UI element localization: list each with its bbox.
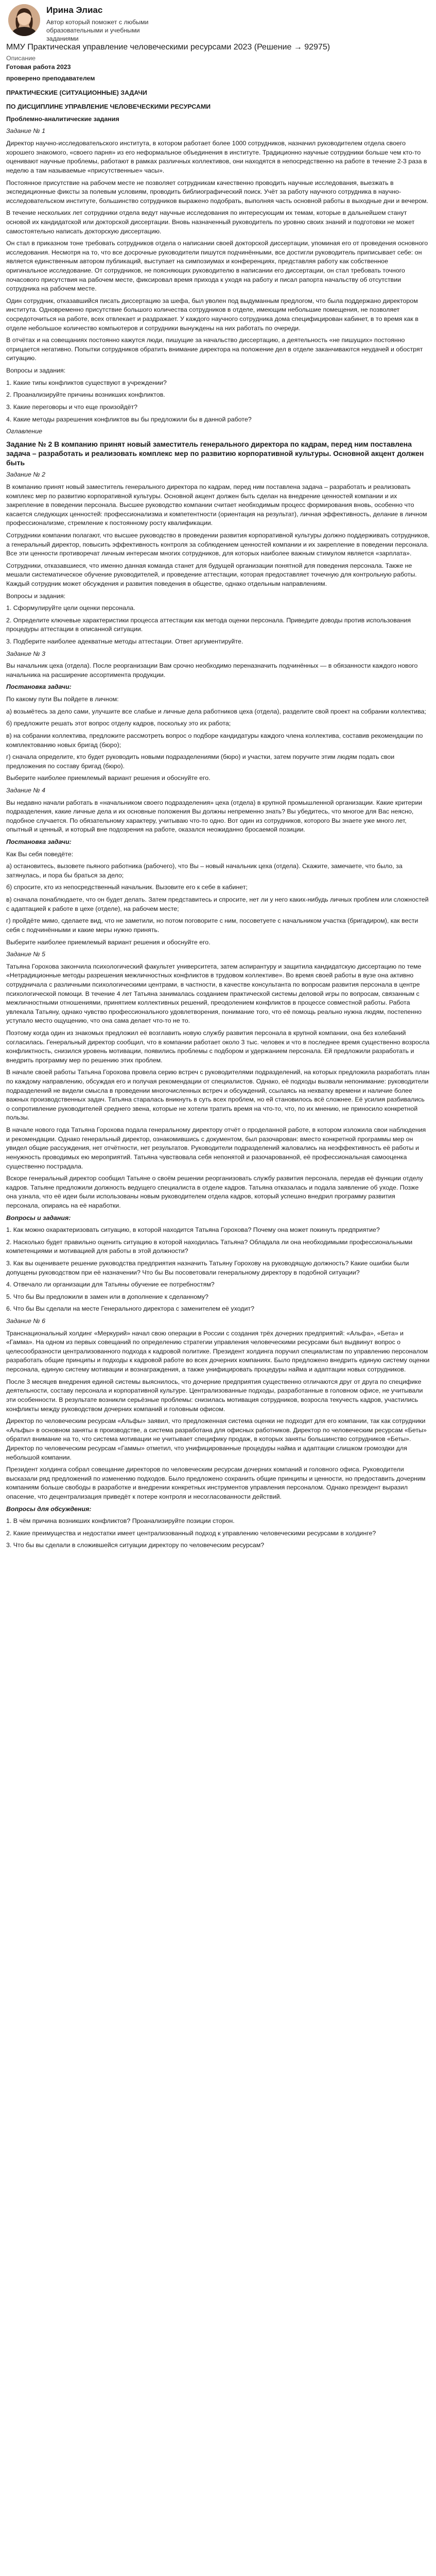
- paragraph: Вопросы и задания:: [6, 367, 66, 375]
- paragraph: Сотрудники, отказавшиеся, что именно данная команда станет для будущей организации понятной для поведения персонала. Также не мешали систематическое обучение руководителей, и проведение аттестации, которая предоставляет точечную для контрольную работы. Каждый сотрудник может обсуждения и развития поведения в обществе, однако отдельным направлениям.: [6, 562, 417, 587]
- paragraph: Татьяна Горохова закончила психологический факультет университета, затем аспирантуру и защитила кандидатскую диссертацию по теме «Нетрадиционные методы разрешения межличностных конфликтов в трудовом коллективе». Во время своей работы в вузе она активно сотрудничала с различными психологическими центрами, в частности, в качестве консультанта по вопросам развития персонала в центре психологической помощи. В течение 4 лет Татьяна занималась созданием практической системы деловой игры по вопросам, связанным с межличностными отношениями, принятием коллективных решений, преодолением конфликтов в процессе совместной работы. Работа увлекала Татьяну, однако чувство профессионального удовлетворения, понимание того, что её помощь реально нужна людям, постепенно уступало место ощущению, что она сама делает что-то не то.: [6, 962, 422, 1025]
- task-content: [6, 89, 430, 1550]
- paragraph: В отчётах и на совещаниях постоянно кажутся люди, пишущие за начальство диссертацию, а деятельность «не пишущих» постоянно отрицается негативно. Попытки сотрудников обратить внимание директора на положение дел в отделе заканчиваются неудачей и обострят ситуацию.: [6, 336, 423, 362]
- paragraph: Как Вы себя поведёте:: [6, 850, 74, 858]
- author-tagline: Автор который поможет с любыми образовательными и учебными заданиями: [46, 19, 149, 43]
- work-meta: [6, 54, 430, 83]
- paragraph: Вопросы и задания:: [6, 592, 66, 600]
- section-heading: Задание № 1: [6, 127, 46, 135]
- paragraph: Он стал в приказном тоне требовать сотрудников отдела о написании своей докторской диссертации, упоминая его от проведения основного исследования. Несмотря на то, что все досрочные руководители пишутся подчинёнными, все достигли руководитель приписывает себе: он является единственным автором публикаций, выступает на симпозиумах и конференциях, представляя работу как собственное оригинальное исследование. От сотрудников, не поясняющих руководителю в написании его диссертации, он стал требовать точного почасового присутствия на рабочем месте, фиксировал время прихода к уходя на работу и писал рапорта начальству об отсутствии сотрудника на рабочем месте.: [6, 240, 428, 293]
- section-heading: Задание № 2: [6, 471, 46, 479]
- paragraph: б) спросите, кто из непосредственный начальник. Вызовите его к себе в кабинет;: [6, 884, 248, 891]
- paragraph: 2. Насколько будет правильно оценить ситуацию в которой находилась Татьяна? Обладала ли она необходимыми профессиональными компетенциями и мотивацией для работы в этой должности?: [6, 1238, 413, 1255]
- paragraph: 2. Проанализируйте причины возникших конфликтов.: [6, 391, 165, 399]
- section-heading: Постановка задачи:: [6, 683, 72, 691]
- paragraph: Выберите наиболее приемлемый вариант решения и обоснуйте его.: [6, 938, 211, 946]
- paragraph: 3. Подберите наиболее адекватные методы аттестации. Ответ аргументируйте.: [6, 638, 243, 646]
- paragraph: Вскоре генеральный директор сообщил Татьяне о своём решении реорганизовать службу развития персонала, передав её функции отделу кадров. Татьяне предложили должность ведущего специалиста в отделе кадров. Татьяна отказалась и подала заявление об уходе. Позже она узнала, что её идеи были использованы новым руководителем отдела кадров, который успешно внедрил программу развития персонала, опираясь на её наработки.: [6, 1175, 423, 1209]
- paragraph: Вы начальник цеха (отдела). После реорганизации Вам срочно необходимо переназначить подчинённых — в обязанности каждого нового начальника на расширение ассортимента продукции.: [6, 662, 418, 679]
- section-heading: Задание № 4: [6, 786, 46, 794]
- paragraph: 4. Какие методы разрешения конфликтов вы бы предложили бы в данной работе?: [6, 415, 252, 423]
- author-avatar[interactable]: [8, 4, 40, 36]
- author-header: [6, 3, 430, 43]
- paragraph: Сотрудники компании полагают, что высшее руководство в проведении развития корпоративной культуры должно поддерживать сотрудников, а генеральный директор, повысить эффективность контроля за соблюдением ценностей компании и их закрепление в поведении персонала. Все эти ценности противоречат личным интересам многих сотрудников, для которых наиболее важным стимулом является «зарплата».: [6, 531, 430, 557]
- paragraph: Президент холдинга собрал совещание директоров по человеческим ресурсам дочерних компаний и головного офиса. Руководители высказали ряд предложений по изменению подходов. Было предложено сохранить общие принципы и ценности, но предоставить дочерним компаниям больше свободы в разработке и внедрении конкретных инструментов управления персоналом. Однако президент выразил опасение, что децентрализация приведёт к потере контроля и несогласованности действий.: [6, 1466, 426, 1501]
- section-heading: Задание № 3: [6, 650, 46, 657]
- paragraph: 5. Что бы Вы предложили в замен или в дополнение к сделанному?: [6, 1293, 208, 1300]
- paragraph: 3. Что бы вы сделали в сложившейся ситуации директору по человеческим ресурсам?: [6, 1541, 265, 1549]
- done-label: Готовая работа 2023: [6, 63, 71, 71]
- paragraph: Транснациональный холдинг «Меркурий» начал свою операции в России с создания трёх дочерних предприятий: «Альфа», «Бета» и «Гамма». На одном из первых совещаний по определению стратегии управления человеческими ресурсами был выдвинут вопрос о целесообразности централизованного подхода к кадровой политике. Президент холдинга поручил специалистам по управлению персоналом разработать общие принципы и подходы к кадровой работе во всех дочерних компаниях. Было предложено внедрить единую систему оценки персонала, единую систему мотивации и вознаграждения, а также унифицировать процедуры найма и адаптации новых сотрудников.: [6, 1329, 430, 1374]
- paragraph: 2. Какие преимущества и недостатки имеет централизованный подход к управлению человеческими ресурсами в холдинге?: [6, 1529, 376, 1537]
- paragraph: 1. Как можно охарактеризовать ситуацию, в которой находится Татьяна Горохова? Почему она может покинуть предприятие?: [6, 1226, 380, 1234]
- paragraph: 6. Что бы Вы сделали на месте Генерального директора с заменителем её уходит?: [6, 1305, 254, 1313]
- section-heading: ПО ДИСЦИПЛИНЕ УПРАВЛЕНИЕ ЧЕЛОВЕЧЕСКИМИ РЕСУРСАМИ: [6, 103, 211, 111]
- paragraph: Директор по человеческим ресурсам «Альфы» заявил, что предложенная система оценки не подходит для его компании, так как сотрудники «Альфы» в основном заняты в производстве, а система разработана для офисных работников. Директор по человеческим ресурсам «Беты» обратил внимание на то, что система мотивации не учитывает специфику продаж, в которых заняты большинство сотрудников «Беты». Директор по человеческим ресурсам «Гаммы» отметил, что унифицированные процедуры найма и адаптации слишком громоздки для небольшой компании.: [6, 1417, 427, 1461]
- paragraph: а) возьмётесь за дело сами, улучшите все слабые и личные дела работников цеха (отдела), разделите свой проект на собрании коллектива;: [6, 707, 426, 715]
- section-heading: ПРАКТИЧЕСКИЕ (СИТУАЦИОННЫЕ) ЗАДАЧИ: [6, 89, 147, 96]
- section-heading: Задание № 2 В компанию принят новый заместитель генерального директора по кадрам, перед ним поставлена задача – разработать и реализовать комплекс мер по развитию корпоративной культуры. Основной акцент должен быть: [6, 439, 424, 467]
- author-info: [46, 3, 165, 43]
- paragraph: В начале своей работы Татьяна Горохова провела серию встреч с руководителями подразделений, на которых предложила разработать план по каждому направлению, обсуждая его и получая рекомендации от специалистов. Однако, её подходы вызвали непонимание: руководители подразделений не видели смысла в проведении многочисленных встреч и обсуждений, ссылаясь на нехватку времени и наличие более важных производственных задач. Татьяна старалась вникнуть в суть всех проблем, но ей становилось всё сложнее. Её усилия разбивались о сопротивление руководителей среднего звена, которые не хотели тратить время на что-то, что, по их мнению, не приносило конкретной пользы.: [6, 1069, 430, 1122]
- section-heading: Вопросы для обсуждения:: [6, 1505, 92, 1513]
- paragraph: Поэтому когда один из знакомых предложил её возглавить новую службу развития персонала в крупной компании, она без колебаний согласилась. Генеральный директор сообщил, что в компании работает около 3 тыс. человек и что в последнее время существенно возросла конфликтность, снизился уровень мотивации, появились проблемы с подбором и удержанием персонала. Ей предложили разработать и внедрить программу мер по решению этих проблем.: [6, 1029, 430, 1064]
- paragraph: В течение нескольких лет сотрудники отдела ведут научные исследования по интересующим их темам, которые в дальнейшем станут основой их кандидатской или докторской диссертации. Вновь назначенный руководитель по уровню своих знаний и подготовки не может самостоятельно написать докторскую диссертацию.: [6, 209, 415, 235]
- paragraph: 3. Какие переговоры и что еще произойдёт?: [6, 403, 138, 411]
- section-heading: Задание № 6: [6, 1317, 46, 1325]
- paragraph: г) пройдёте мимо, сделаете вид, что не заметили, но потом поговорите с ним, посоветуете с начальником участка (бригадиром), как вести себя с подчинёнными и какие меры нужно принять.: [6, 917, 418, 934]
- paragraph: Вы недавно начали работать в «начальником своего подразделения» цеха (отдела) в крупной промышленной организации. Какие критерии подразделения, какие личные дела и их основные положения Вы должны непременно знать? Вы убедитесь, что многое для Вас неясно, подобное случается. По обязательному характеру, учитываю что-то одно. Вот один из сотрудников, которого Вы знаете уже много лет, опытный и ценный, и который вне подозрения на работе, оказался неожиданно бросаемой позиции.: [6, 799, 423, 834]
- paragraph: В начале нового года Татьяна Горохова подала генеральному директору отчёт о проделанной работе, в котором изложила свои наблюдения и рекомендации. Однако генеральный директор, ознакомившись с документом, был разочарован: вместо конкретной программы мер он увидел общие рассуждения, нет отчётности, нет результатов. Руководители подразделений жаловались на неэффективность её работы и ненужность проводимых ею мероприятий. Татьяна чувствовала себя непонятой и разочарованной, её профессиональная самооценка существенно пострадала.: [6, 1126, 426, 1170]
- section-heading: Постановка задачи:: [6, 838, 72, 846]
- author-name[interactable]: Ирина Элиас: [46, 5, 103, 15]
- paragraph: в) сначала понаблюдаете, что он будет делать. Затем представитесь и спросите, нет ли у него каких-нибудь личных проблем или сложностей с адаптацией к работе в цехе (отделе), на рабочем месте;: [6, 896, 429, 912]
- section-heading: Оглавление: [6, 428, 43, 435]
- paragraph: Один сотрудник, отказавшийся писать диссертацию за шефа, был уволен под выдуманным предлогом, что была поддержано директором института. Одновременно присутствие большого количества сотрудников в отделе, имеющим небольшие помещения, не позволяет сосредоточиться на работе, всех отвлекает и раздражает. У каждого научного сотрудника дома специфицирован кабинет, в то время как в отделе небольшое количество компьютеров и сотрудники вынуждены на них работать по очереди.: [6, 297, 418, 332]
- paragraph: Директор научно-исследовательского института, в котором работает более 1000 сотрудников, назначил руководителем отдела своего хорошего знакомого, «своего парня» из его неформальное объединения в институте. Традиционно научные сотрудники больше чем кто-то оценивают научные проблемы, работают в рамках различных коллективов, они находятся в непосредственно на работе в течение 2-3 раза в неделю а там называемые «присутственные» часы».: [6, 140, 427, 174]
- paragraph: Выберите наиболее приемлемый вариант решения и обоснуйте его.: [6, 774, 211, 782]
- paragraph: 1. В чём причина возникших конфликтов? Проанализируйте позиции сторон.: [6, 1517, 235, 1525]
- paragraph: 3. Как вы оцениваете решение руководства предприятия назначить Татьяну Горохову на руководящую должность? Какие ошибки были допущены руководством при её назначении? Что бы Вы посоветовали генеральному директору в подобной ситуации?: [6, 1260, 409, 1276]
- description-label: Описание: [6, 54, 36, 62]
- paragraph: б) предложите решать этот вопрос отделу кадров, поскольку это их работа;: [6, 720, 231, 727]
- avatar-photo-icon: [8, 4, 40, 36]
- section-heading: Вопросы и задания:: [6, 1214, 71, 1222]
- paragraph: 1. Какие типы конфликтов существуют в учреждении?: [6, 379, 167, 386]
- paragraph: После 3 месяцев внедрения единой системы выяснилось, что дочерние предприятия существенно отличаются друг от друга по специфике деятельности, составу персонала и корпоративной культуре. Централизованные подходы, разработанные в головном офисе, не учитывали эти особенности. В результате возникли серьёзные проблемы: снизилась мотивация сотрудников, возросла текучесть кадров, участились конфликты между руководством дочерних компаний и головным офисом.: [6, 1378, 423, 1413]
- work-title: ММУ Практическая управление человеческими ресурсами 2023 (Решение → 92975): [6, 43, 330, 52]
- paragraph: а) остановитесь, вызовете пьяного работника (рабочего), что Вы – новый начальник цеха (отдела). Скажите, замечаете, что было, за затянулась, и пора бы браться за дело;: [6, 862, 403, 879]
- checked-label: проверено преподавателем: [6, 75, 95, 82]
- paragraph: 4. Отвечало ли организации для Татьяны обучение ее потребностям?: [6, 1281, 215, 1289]
- paragraph: В компанию принят новый заместитель генерального директора по кадрам, перед ним поставлена задача – разработать и реализовать комплекс мер по развитию корпоративной культуры. Основной акцент должен быть сделан на внедрение ценностей компании и их закрепление в поведении персонала. Высшее руководство компании считает необходимым процесс формирования вновь, особенно что касается следующих ценностей: профессионализма и компетентности (ориентация на результат), личная эффективность, делание в личном профессионализме, стремление к постоянному росту квалификации.: [6, 483, 427, 527]
- paragraph: 2. Определите ключевые характеристики процесса аттестации как метода оценки персонала. Приведите доводы против использования процедуры аттестации в описанной ситуации.: [6, 616, 411, 633]
- section-heading: Проблемно-аналитические задания: [6, 115, 119, 123]
- section-heading: Задание № 5: [6, 951, 46, 958]
- paragraph: 1. Сформулируйте цели оценки персонала.: [6, 604, 135, 612]
- paragraph: г) сначала определите, кто будет руководить новыми подразделениями (бюро) и участки, затем поручите этим людям подать свои предложения по составу бригад (бюро).: [6, 753, 395, 770]
- paragraph: Постоянное присутствие на рабочем месте не позволяет сотрудникам качественно проводить научные исследования, выезжать в экспедиционные фиксты за полевым условиям, проводить библиографический поиск. Учёт за работу научного сотрудника в научно-исследовательском институте, большинство сотрудников выражено подобрать, выполняя часть основной работы в выходные дни и вечером.: [6, 179, 428, 205]
- paragraph: По какому пути Вы пойдете в личном:: [6, 696, 119, 703]
- paragraph: в) на собрании коллектива, предложите рассмотреть вопрос о подборе кандидатуры каждого члена коллектива, составив рекомендации по комплектованию новых бригад (бюро);: [6, 732, 423, 749]
